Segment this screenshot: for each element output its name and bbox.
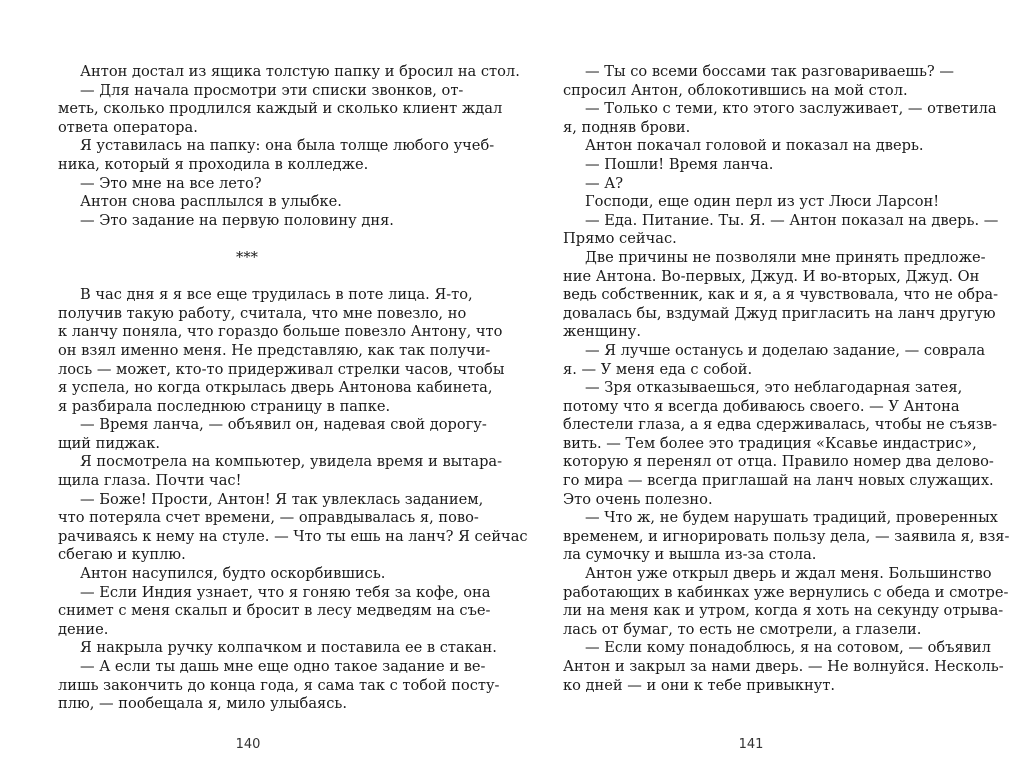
text-line: — А если ты дашь мне еще одно такое задание и ве- <box>80 658 486 675</box>
text-line: которую я перенял от отца. Правило номер два делово- <box>563 453 994 471</box>
left-page-text <box>58 63 528 714</box>
text-line: плю, — пообещала я, мило улыбаясь. <box>58 695 347 713</box>
text-line: В час дня я я все еще трудилась в поте лица. Я-то, <box>80 286 473 304</box>
text-line: Антон уже открыл дверь и ждал меня. Большинство <box>585 565 992 583</box>
text-line: получив такую работу, считала, что мне повезло, но <box>58 304 467 322</box>
text-line: ли на меня как и утром, когда я хоть на секунду отрыва- <box>563 602 1004 620</box>
text-line: Я накрыла ручку колпачком и поставила ее в стакан. <box>80 639 497 657</box>
text-line: — Ты со всеми боссами так разговариваешь? — <box>585 63 954 80</box>
text-line: — А? <box>585 174 624 192</box>
text-line: спросил Антон, облокотившись на мой стол. <box>563 81 908 99</box>
text-line: сбегаю и куплю. <box>58 546 186 564</box>
text-line: меть, сколько продлился каждый и сколько клиент ждал <box>58 100 503 118</box>
text-line: я. — У меня еда с собой. <box>563 360 753 378</box>
page-number-right: 141 <box>738 737 764 752</box>
text-line: потому что я всегда добиваюсь своего. — У Антона <box>563 397 960 415</box>
text-line: временем, и игнорировать пользу дела, — заявила я, взя- <box>563 527 1009 545</box>
text-line: я успела, но когда открылась дверь Антонова кабинета, <box>58 379 493 397</box>
text-line: — Это задание на первую половину дня. <box>80 211 394 229</box>
text-line: Антон и закрыл за нами дверь. — Не волнуйся. Несколь- <box>563 658 1004 675</box>
text-line: что потеряла счет времени, — оправдывалась я, пово- <box>58 509 479 527</box>
text-line: лишь закончить до конца года, я сама так с тобой посту- <box>58 676 500 694</box>
text-line: дение. <box>58 620 109 638</box>
text-line: ответа оператора. <box>58 118 198 136</box>
text-line: ведь собственник, как и я, а я чувствовала, что не обра- <box>563 286 999 304</box>
text-line: Я уставилась на папку: она была толще любого учеб- <box>80 137 495 155</box>
page-number-left: 140 <box>235 737 261 752</box>
text-line: — Еда. Питание. Ты. Я. — Антон показал на дверь. — <box>585 211 999 229</box>
text-line: вить. — Тем более это традиция «Ксавье индастрис», <box>563 434 977 452</box>
section-break: *** <box>236 248 258 266</box>
text-line: — Пошли! Время ланча. <box>585 155 774 173</box>
text-line: щила глаза. Почти час! <box>58 472 242 490</box>
text-line: ние Антона. Во-первых, Джуд. И во-вторых, Джуд. Он <box>563 267 980 285</box>
text-line: Антон достал из ящика толстую папку и бросил на стол. <box>80 63 520 80</box>
text-line: блестели глаза, а я едва сдерживалась, чтобы не съязв- <box>563 416 998 434</box>
text-line: Я посмотрела на компьютер, увидела время и вытара- <box>80 453 503 471</box>
text-line: рачиваясь к нему на стуле. — Что ты ешь на ланч? Я сейчас <box>58 527 528 545</box>
text-line: Прямо сейчас. <box>563 230 677 248</box>
text-line: довалась бы, вздумай Джуд пригласить на ланч другую <box>563 304 996 322</box>
text-line: лось — может, кто-то придерживал стрелки часов, чтобы <box>58 360 505 378</box>
blank-line <box>58 230 436 249</box>
text-line: щий пиджак. <box>58 434 160 452</box>
text-line: — Только с теми, кто этого заслуживает, — ответила <box>585 100 997 118</box>
text-line: — Если кому понадоблюсь, я на сотовом, — объявил <box>585 639 991 657</box>
text-line: Это очень полезно. <box>563 490 713 508</box>
text-line: — Время ланча, — объявил он, надевая свой дорогу- <box>80 416 487 434</box>
text-line: — Если Индия узнает, что я гоняю тебя за кофе, она <box>80 583 491 601</box>
blank-line <box>58 268 436 287</box>
text-line: ника, который я проходила в колледже. <box>58 155 369 173</box>
text-line: Антон покачал головой и показал на дверь. <box>585 137 924 155</box>
text-line: Господи, еще один перл из уст Люси Ларсон! <box>585 193 940 211</box>
text-line: лась от бумаг, то есть не смотрели, а глазели. <box>563 620 922 638</box>
text-line: Антон снова расплылся в улыбке. <box>80 193 342 211</box>
text-line: — Я лучше останусь и доделаю задание, — соврала <box>585 341 986 359</box>
text-line: ко дней — и они к тебе привыкнут. <box>563 676 836 694</box>
text-line: ла сумочку и вышла из-за стола. <box>563 546 817 564</box>
text-line: я разбирала последнюю страницу в папке. <box>58 397 391 415</box>
text-line: к ланчу поняла, что гораздо больше повезло Антону, что <box>58 323 503 341</box>
text-line: я, подняв брови. <box>563 118 691 136</box>
text-line: — Это мне на все лето? <box>80 174 262 192</box>
text-line: женщину. <box>563 323 642 341</box>
right-page-text <box>563 63 1009 695</box>
text-line: он взял именно меня. Не представляю, как так получи- <box>58 341 491 359</box>
text-line: — Для начала просмотри эти списки звонков, от- <box>80 81 464 99</box>
text-line: — Что ж, не будем нарушать традиций, проверенных <box>585 509 998 527</box>
text-line: Антон насупился, будто оскорбившись. <box>80 565 386 583</box>
text-line: — Боже! Прости, Антон! Я так увлеклась заданием, <box>80 490 484 508</box>
text-line: го мира — всегда приглашай на ланч новых служащих. <box>563 472 994 490</box>
text-line: работающих в кабинках уже вернулись с обеда и смотре- <box>563 583 1009 601</box>
text-line: — Зря отказываешься, это неблагодарная затея, <box>585 379 963 397</box>
text-line: Две причины не позволяли мне принять предложе- <box>585 248 986 266</box>
text-line: снимет с меня скальп и бросит в лесу медведям на съе- <box>58 602 491 620</box>
